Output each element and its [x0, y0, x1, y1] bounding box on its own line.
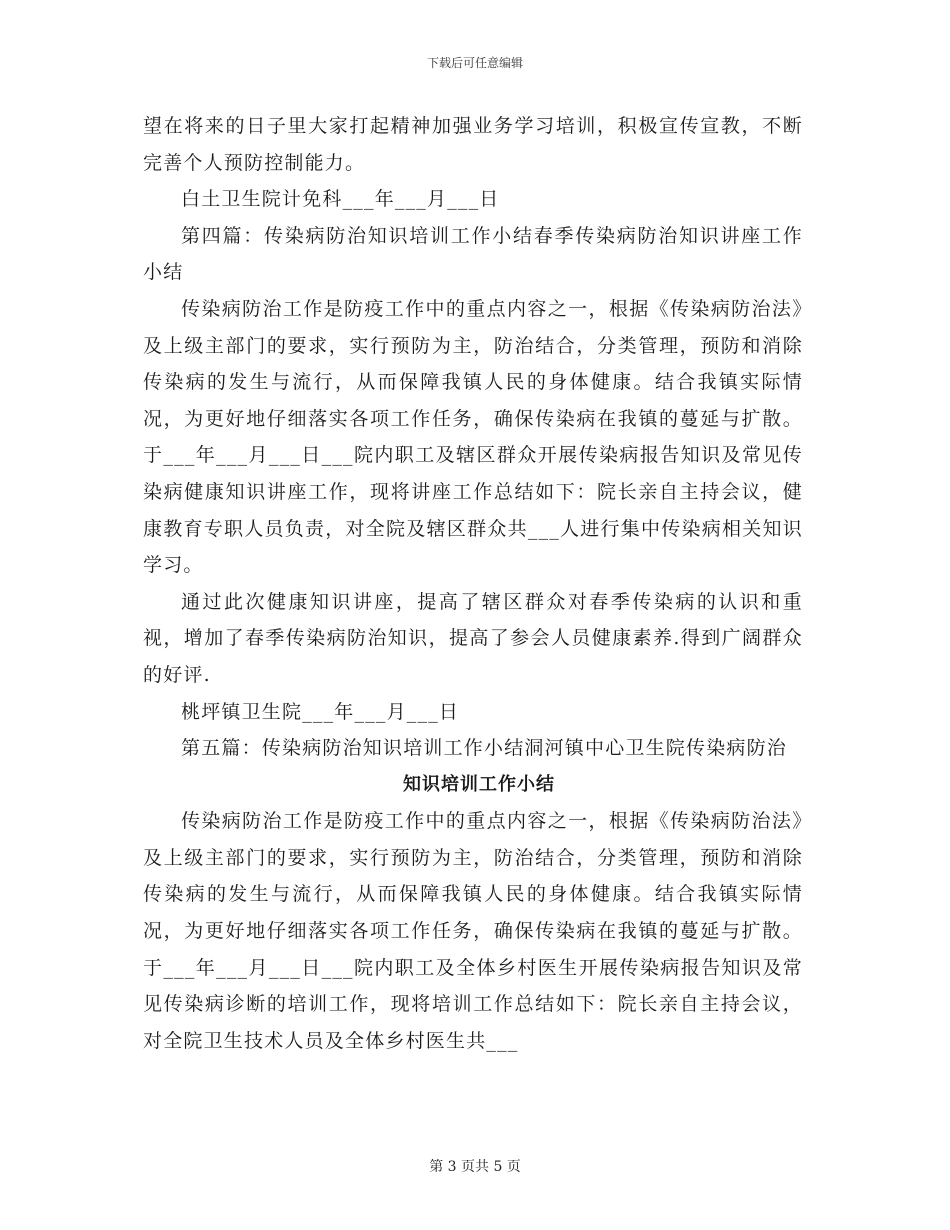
- page-header: 下载后可任意编辑: [426, 56, 523, 70]
- paragraph-body: 传染病防治工作是防疫工作中的重点内容之一，根据《传染病防治法》及上级主部门的要求，实行预防为主，防治结合，分类管理，预防和消除传染病的发生与流行，从而保障我镇人民的身体健康。结合我镇实际情况，为更好地仔细落实各项工作任务，确保传染病在我镇的蔓延与扩散。于___年___月___日___院内职工及辖区群众开展传染病报告知识及常见传染病健康知识讲座工作，现将讲座工作总结如下：院长亲自主持会议，健康教育专职人员负责，对全院及辖区群众共___人进行集中传染病相关知识学习。: [143, 297, 803, 577]
- paragraph-continuation: 望在将来的日子里大家打起精神加强业务学习培训，积极宣传宣教，不断完善个人预防控制能力。: [143, 115, 803, 174]
- signature-line-baitu: 白土卫生院计免科___年___月___日: [181, 188, 500, 211]
- section-heading-part-four: 第四篇：传染病防治知识培训工作小结春季传染病防治知识讲座工作小结: [143, 224, 803, 284]
- section-title: 知识培训工作小结: [403, 773, 555, 795]
- paragraph-body: 传染病防治工作是防疫工作中的重点内容之一，根据《传染病防治法》及上级主部门的要求，实行预防为主，防治结合，分类管理，预防和消除传染病的发生与流行，从而保障我镇人民的身体健康。结合我镇实际情况，为更好地仔细落实各项工作任务，确保传染病在我镇的蔓延与扩散。于___年___月___日___院内职工及全体乡村医生开展传染病报告知识及常见传染病诊断的培训工作，现将培训工作总结如下：院长亲自主持会议，对全院卫生技术人员及全体乡村医生共___: [143, 810, 803, 1052]
- page-footer: 第 3 页共 5 页: [429, 1159, 521, 1175]
- document-body: [143, 108, 803, 1059]
- paragraph-body: 通过此次健康知识讲座，提高了辖区群众对春季传染病的认识和重视，增加了春季传染病防治知识，提高了参会人员健康素养.得到广阔群众的好评.: [143, 590, 803, 686]
- signature-line-taoping: 桃坪镇卫生院___年___月___日: [181, 700, 460, 723]
- section-heading-part-five: 第五篇：传染病防治知识培训工作小结洞河镇中心卫生院传染病防治: [181, 737, 788, 760]
